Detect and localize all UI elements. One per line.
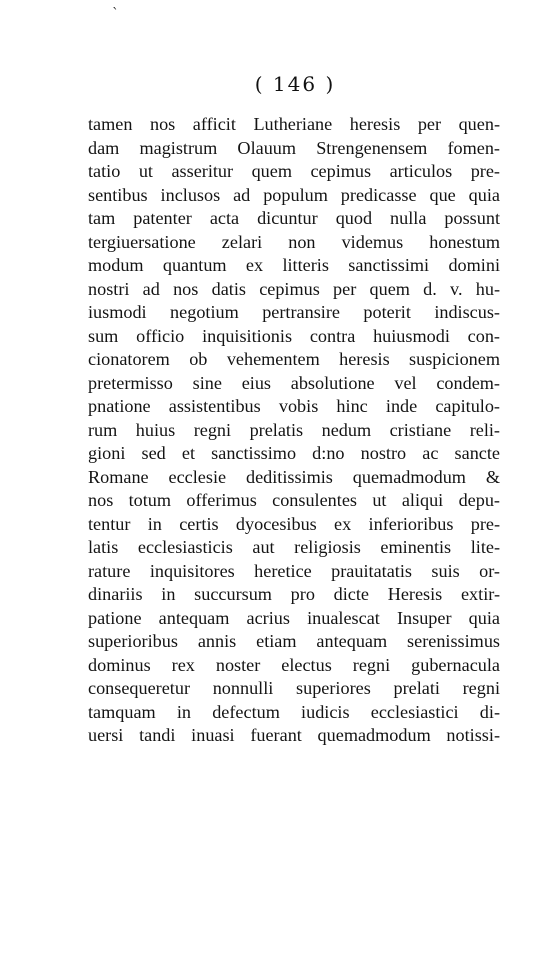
text-line: consequeretur nonnulli superiores prelati regni — [88, 678, 500, 698]
body-text — [88, 113, 500, 748]
text-line: tam patenter acta dicuntur quod nulla possunt — [88, 208, 500, 228]
text-line: sentibus inclusos ad populum predicasse que quia — [88, 184, 500, 205]
text-line: patione antequam acrius inualescat Insuper quia — [88, 607, 500, 628]
text-line: dam magistrum Olauum Strengenensem fomen- — [88, 137, 500, 158]
text-line: rum huius regni prelatis nedum cristiane reli- — [88, 419, 500, 440]
text-line: pretermisso sine eius absolutione vel condem- — [88, 372, 500, 393]
text-line: gioni sed et sanctissimo d:no nostro ac sancte — [88, 443, 500, 463]
text-line: dominus rex noster electus regni gubernacula — [88, 654, 500, 675]
text-line: latis ecclesiasticis aut religiosis eminentis lite- — [88, 537, 500, 557]
page-number: ( 146 ) — [254, 72, 336, 96]
text-line: tamen nos afficit Lutheriane heresis per quen- — [88, 114, 500, 134]
text-line: cionatorem ob vehementem heresis suspicionem — [88, 349, 500, 369]
text-line: Romane ecclesie deditissimis quemadmodum & — [88, 466, 500, 487]
text-line: rature inquisitores heretice prauitatatis suis or- — [88, 560, 500, 581]
text-line: uersi tandi inuasi fuerant quemadmodum notissi- — [88, 725, 500, 745]
text-line: tentur in certis dyocesibus ex inferioribus pre- — [88, 513, 500, 534]
text-line: tamquam in defectum iudicis ecclesiastici di- — [88, 701, 500, 722]
text-line: nostri ad nos datis cepimus per quem d. v. hu- — [88, 278, 500, 299]
text-line: pnatione assistentibus vobis hinc inde capitulo- — [88, 396, 500, 416]
text-line: tatio ut asseritur quem cepimus articulos pre- — [88, 161, 500, 181]
text-line: nos totum offerimus consulentes ut aliqui depu- — [88, 490, 500, 510]
text-line: sum officio inquisitionis contra huiusmodi con- — [88, 325, 500, 346]
text-line: modum quantum ex litteris sanctissimi domini — [88, 255, 500, 275]
text-line: superioribus annis etiam antequam serenissimus — [88, 631, 500, 651]
text-line: dinariis in succursum pro dicte Heresis extir- — [88, 584, 500, 604]
text-line: tergiuersatione zelari non videmus honestum — [88, 231, 500, 252]
text-line: iusmodi negotium pertransire poterit indiscus- — [88, 302, 500, 322]
corner-mark: ` — [112, 6, 119, 22]
